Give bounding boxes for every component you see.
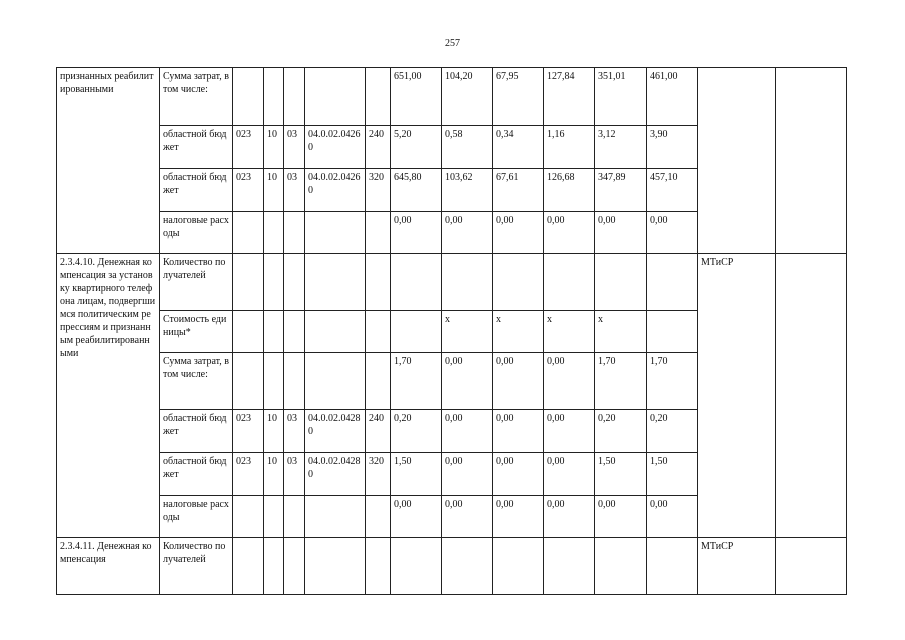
code-gp-cell: 023: [233, 169, 264, 212]
code-gp-cell: [233, 353, 264, 410]
value-cell: 1,70: [391, 353, 442, 410]
value-cell: [544, 254, 595, 311]
code-gp-cell: 023: [233, 453, 264, 496]
value-cell: 1,16: [544, 126, 595, 169]
value-cell: 0,00: [493, 212, 544, 254]
code-pr-cell: [284, 311, 305, 353]
code-gp-cell: 023: [233, 410, 264, 453]
value-cell: 0,00: [544, 353, 595, 410]
code-rz-cell: 10: [264, 126, 284, 169]
table-row: [57, 254, 847, 311]
code-csr-cell: 04.0.02.04260: [305, 126, 366, 169]
code-pr-cell: 03: [284, 453, 305, 496]
measure-name-cell: 2.3.4.10. Денежная компенсация за установку квартирного телефона лицам, подвергшимся политическим репрессиям и признанным реабилитированными: [57, 254, 160, 538]
value-cell: [647, 311, 698, 353]
code-csr-cell: [305, 496, 366, 538]
indicator-label-cell: Сумма затрат, в том числе:: [160, 353, 233, 410]
code-vr-cell: [366, 254, 391, 311]
value-cell: 645,80: [391, 169, 442, 212]
measure-name-cell: 2.3.4.11. Денежная компенсация: [57, 538, 160, 595]
code-vr-cell: 240: [366, 126, 391, 169]
code-rz-cell: [264, 353, 284, 410]
value-cell: 0,00: [391, 496, 442, 538]
code-gp-cell: 023: [233, 126, 264, 169]
code-pr-cell: [284, 254, 305, 311]
code-gp-cell: [233, 496, 264, 538]
value-cell: [595, 254, 647, 311]
code-rz-cell: 10: [264, 453, 284, 496]
indicator-label-cell: Количество получателей: [160, 538, 233, 595]
indicator-label-cell: Стоимость единицы*: [160, 311, 233, 353]
code-csr-cell: [305, 254, 366, 311]
value-cell: 104,20: [442, 68, 493, 126]
value-cell: 1,70: [647, 353, 698, 410]
value-cell: 0,58: [442, 126, 493, 169]
value-cell: [647, 538, 698, 595]
value-cell: 1,50: [595, 453, 647, 496]
value-cell: 0,20: [647, 410, 698, 453]
code-rz-cell: [264, 68, 284, 126]
value-cell: 0,00: [391, 212, 442, 254]
budget-table: [56, 67, 847, 595]
value-cell: [493, 254, 544, 311]
code-vr-cell: [366, 538, 391, 595]
value-cell: 0,00: [647, 212, 698, 254]
page-number: 257: [445, 38, 460, 49]
code-rz-cell: [264, 212, 284, 254]
value-cell: 0,00: [442, 496, 493, 538]
code-pr-cell: [284, 212, 305, 254]
value-cell: [391, 538, 442, 595]
value-cell: [391, 311, 442, 353]
value-cell: [442, 538, 493, 595]
code-csr-cell: 04.0.02.04260: [305, 169, 366, 212]
value-cell: [391, 254, 442, 311]
code-pr-cell: [284, 68, 305, 126]
code-vr-cell: 320: [366, 453, 391, 496]
indicator-label-cell: областной бюджет: [160, 453, 233, 496]
value-cell: 0,00: [493, 453, 544, 496]
code-rz-cell: [264, 496, 284, 538]
value-cell: 67,95: [493, 68, 544, 126]
value-cell: 461,00: [647, 68, 698, 126]
code-rz-cell: 10: [264, 410, 284, 453]
result-cell: [776, 254, 847, 538]
value-cell: 3,90: [647, 126, 698, 169]
value-cell: 103,62: [442, 169, 493, 212]
code-csr-cell: [305, 538, 366, 595]
result-cell: [776, 538, 847, 595]
code-rz-cell: 10: [264, 169, 284, 212]
value-cell: 0,20: [391, 410, 442, 453]
code-pr-cell: 03: [284, 126, 305, 169]
value-cell: 1,50: [647, 453, 698, 496]
value-cell: [595, 538, 647, 595]
code-csr-cell: [305, 212, 366, 254]
value-cell: 0,00: [442, 410, 493, 453]
value-cell: [442, 254, 493, 311]
value-cell: 457,10: [647, 169, 698, 212]
value-cell: 0,00: [442, 453, 493, 496]
value-cell: 67,61: [493, 169, 544, 212]
code-csr-cell: 04.0.02.04280: [305, 453, 366, 496]
indicator-label-cell: Сумма затрат, в том числе:: [160, 68, 233, 126]
code-csr-cell: 04.0.02.04280: [305, 410, 366, 453]
table-row: [57, 68, 847, 126]
value-cell: 0,34: [493, 126, 544, 169]
value-cell: 0,00: [442, 212, 493, 254]
value-cell: х: [442, 311, 493, 353]
code-csr-cell: [305, 353, 366, 410]
value-cell: 0,00: [493, 496, 544, 538]
code-gp-cell: [233, 68, 264, 126]
value-cell: 0,00: [647, 496, 698, 538]
code-gp-cell: [233, 212, 264, 254]
code-pr-cell: [284, 353, 305, 410]
value-cell: 0,00: [595, 212, 647, 254]
value-cell: 3,12: [595, 126, 647, 169]
table-row: [57, 538, 847, 595]
value-cell: 0,00: [595, 496, 647, 538]
code-csr-cell: [305, 311, 366, 353]
indicator-label-cell: налоговые расходы: [160, 212, 233, 254]
code-vr-cell: [366, 68, 391, 126]
indicator-label-cell: Количество получателей: [160, 254, 233, 311]
value-cell: 0,00: [493, 353, 544, 410]
code-rz-cell: [264, 311, 284, 353]
value-cell: х: [595, 311, 647, 353]
code-gp-cell: [233, 254, 264, 311]
code-csr-cell: [305, 68, 366, 126]
code-pr-cell: 03: [284, 410, 305, 453]
indicator-label-cell: налоговые расходы: [160, 496, 233, 538]
value-cell: 651,00: [391, 68, 442, 126]
value-cell: х: [544, 311, 595, 353]
indicator-label-cell: областной бюджет: [160, 169, 233, 212]
value-cell: [647, 254, 698, 311]
code-vr-cell: [366, 311, 391, 353]
code-vr-cell: 240: [366, 410, 391, 453]
value-cell: 0,00: [493, 410, 544, 453]
executor-cell: МТиСР: [698, 254, 776, 538]
executor-cell: [698, 68, 776, 254]
value-cell: 0,00: [544, 453, 595, 496]
value-cell: х: [493, 311, 544, 353]
code-vr-cell: [366, 496, 391, 538]
indicator-label-cell: областной бюджет: [160, 126, 233, 169]
code-gp-cell: [233, 538, 264, 595]
value-cell: [493, 538, 544, 595]
result-cell: [776, 68, 847, 254]
code-gp-cell: [233, 311, 264, 353]
value-cell: 5,20: [391, 126, 442, 169]
code-vr-cell: [366, 353, 391, 410]
code-rz-cell: [264, 254, 284, 311]
code-vr-cell: [366, 212, 391, 254]
value-cell: 126,68: [544, 169, 595, 212]
value-cell: 0,00: [442, 353, 493, 410]
executor-cell: МТиСР: [698, 538, 776, 595]
value-cell: 0,20: [595, 410, 647, 453]
indicator-label-cell: областной бюджет: [160, 410, 233, 453]
code-pr-cell: [284, 496, 305, 538]
code-pr-cell: [284, 538, 305, 595]
code-pr-cell: 03: [284, 169, 305, 212]
value-cell: 0,00: [544, 410, 595, 453]
value-cell: 347,89: [595, 169, 647, 212]
value-cell: 0,00: [544, 212, 595, 254]
value-cell: 1,70: [595, 353, 647, 410]
code-rz-cell: [264, 538, 284, 595]
value-cell: 1,50: [391, 453, 442, 496]
measure-name-cell: признанных реабилитированными: [57, 68, 160, 254]
code-vr-cell: 320: [366, 169, 391, 212]
value-cell: 0,00: [544, 496, 595, 538]
value-cell: [544, 538, 595, 595]
value-cell: 127,84: [544, 68, 595, 126]
value-cell: 351,01: [595, 68, 647, 126]
